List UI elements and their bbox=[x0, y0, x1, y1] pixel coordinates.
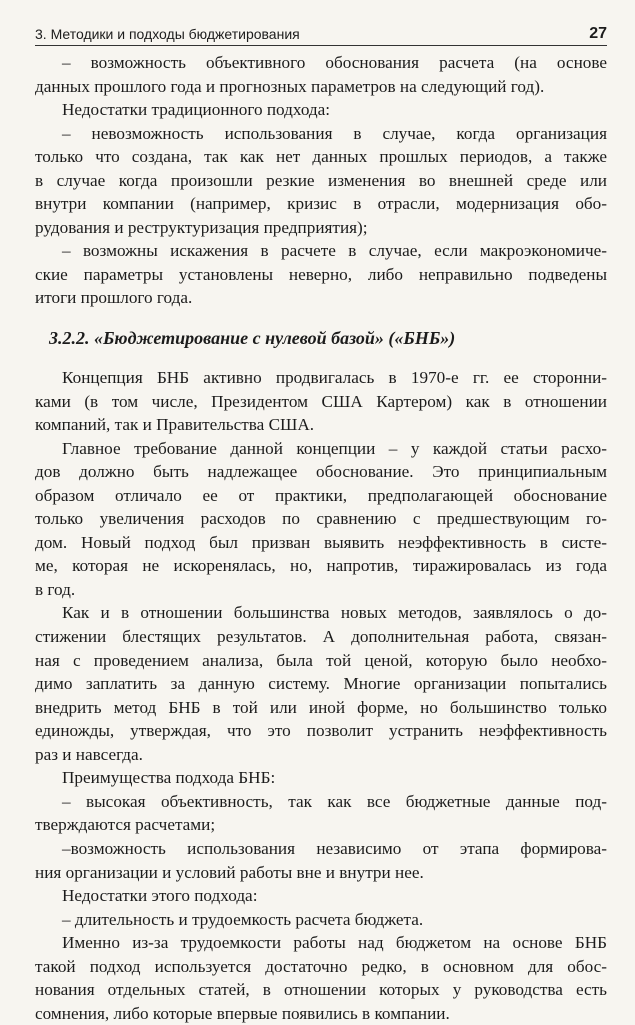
section-title: 3. Методики и подходы бюджетирования bbox=[35, 26, 300, 42]
paragraph bbox=[35, 366, 607, 437]
text-line: тверждаются расчетами; bbox=[35, 815, 216, 835]
text-line: ния организации и условий работы вне и внутри нее. bbox=[35, 862, 424, 882]
text-line: Недостатки традиционного подхода: bbox=[62, 100, 331, 120]
paragraph bbox=[35, 931, 607, 1025]
text-line: только что создана, так как нет данных прошлых периодов, а также bbox=[35, 147, 607, 167]
text-line: образом отличало ее от практики, предполагающей обоснование bbox=[35, 485, 607, 505]
text-line: данных прошлого года и прогнозных параметров на следующий год). bbox=[35, 76, 545, 96]
text-line: стижении блестящих результатов. А дополнительная работа, связан- bbox=[35, 627, 607, 647]
running-header bbox=[35, 22, 607, 46]
text-line: рудования и реструктуризация предприятия); bbox=[35, 217, 368, 237]
text-line: димо заплатить за данную систему. Многие организации попытались bbox=[35, 674, 607, 694]
paragraph bbox=[35, 122, 607, 240]
text-line: дов должно быть надлежащее обоснование. Это принципиальным bbox=[35, 462, 607, 482]
text-line: – высокая объективность, так как все бюджетные данные под- bbox=[62, 791, 607, 811]
text-line: – длительность и трудоемкость расчета бюджета. bbox=[62, 909, 424, 929]
text-line: сомнения, либо которые впервые появились в компании. bbox=[35, 1003, 450, 1023]
text-line: Преимущества подхода БНБ: bbox=[62, 768, 276, 788]
text-line: Именно из-за трудоемкости работы над бюджетом на основе БНБ bbox=[62, 933, 607, 953]
text-line: Концепция БНБ активно продвигалась в 1970-е гг. ее сторонни- bbox=[62, 368, 607, 388]
text-line: – возможны искажения в расчете в случае, если макроэкономиче- bbox=[62, 241, 607, 261]
text-line: Как и в отношении большинства новых методов, заявлялось о до- bbox=[62, 603, 607, 623]
text-line: раз и навсегда. bbox=[35, 744, 143, 764]
page-body bbox=[35, 51, 607, 1025]
text-line: – невозможность использования в случае, когда организация bbox=[62, 123, 607, 143]
paragraph bbox=[35, 437, 607, 602]
text-line: Недостатки этого подхода: bbox=[62, 886, 258, 906]
paragraph bbox=[35, 908, 607, 932]
paragraph bbox=[35, 239, 607, 310]
book-page bbox=[35, 22, 607, 1023]
text-line: итоги прошлого года. bbox=[35, 288, 193, 308]
paragraph bbox=[35, 51, 607, 98]
text-line: единожды, утверждая, что это позволит устранить неэффективность bbox=[35, 721, 607, 741]
text-line: ские параметры установлены неверно, либо неправильно подведены bbox=[35, 264, 607, 284]
paragraph bbox=[35, 790, 607, 837]
text-line: –возможность использования независимо от этапа формирова- bbox=[62, 838, 607, 858]
text-line: ная с проведением анализа, была той ценой, которую было необхо- bbox=[35, 650, 607, 670]
paragraph bbox=[35, 766, 607, 790]
text-line: внедрить метод БНБ в той или иной форме, но большинство только bbox=[35, 697, 607, 717]
text-line: нования отдельных статей, в отношении которых у руководства есть bbox=[35, 980, 607, 1000]
paragraph bbox=[35, 601, 607, 766]
paragraph bbox=[35, 98, 607, 122]
paragraph bbox=[35, 837, 607, 884]
page-number: 27 bbox=[589, 25, 607, 42]
text-line: – возможность объективного обоснования расчета (на основе bbox=[62, 53, 607, 72]
paragraph bbox=[35, 884, 607, 908]
text-line: такой подход используется достаточно редко, в основном для обос- bbox=[35, 956, 607, 976]
text-line: дом. Новый подход был призван выявить неэффективность в систе- bbox=[35, 532, 607, 552]
text-line: внутри компании (например, кризис в отрасли, модернизация обо- bbox=[35, 194, 607, 214]
text-line: ме, которая не искоренялась, но, напротив, тиражировалась из года bbox=[35, 556, 607, 576]
text-line: компаний, так и Правительства США. bbox=[35, 415, 315, 435]
text-line: только увеличения расходов по сравнению с предшествующим го- bbox=[35, 509, 607, 529]
text-line: в год. bbox=[35, 579, 76, 599]
text-line: Главное требование данной концепции – у каждой статьи расхо- bbox=[62, 438, 607, 458]
text-line: в случае когда произошли резкие изменения во внешней среде или bbox=[35, 170, 607, 190]
section-heading: 3.2.2. «Бюджетирование с нулевой базой» («БНБ») bbox=[49, 328, 456, 349]
text-line: ками (в том числе, Президентом США Картером) как в отношении bbox=[35, 391, 607, 411]
